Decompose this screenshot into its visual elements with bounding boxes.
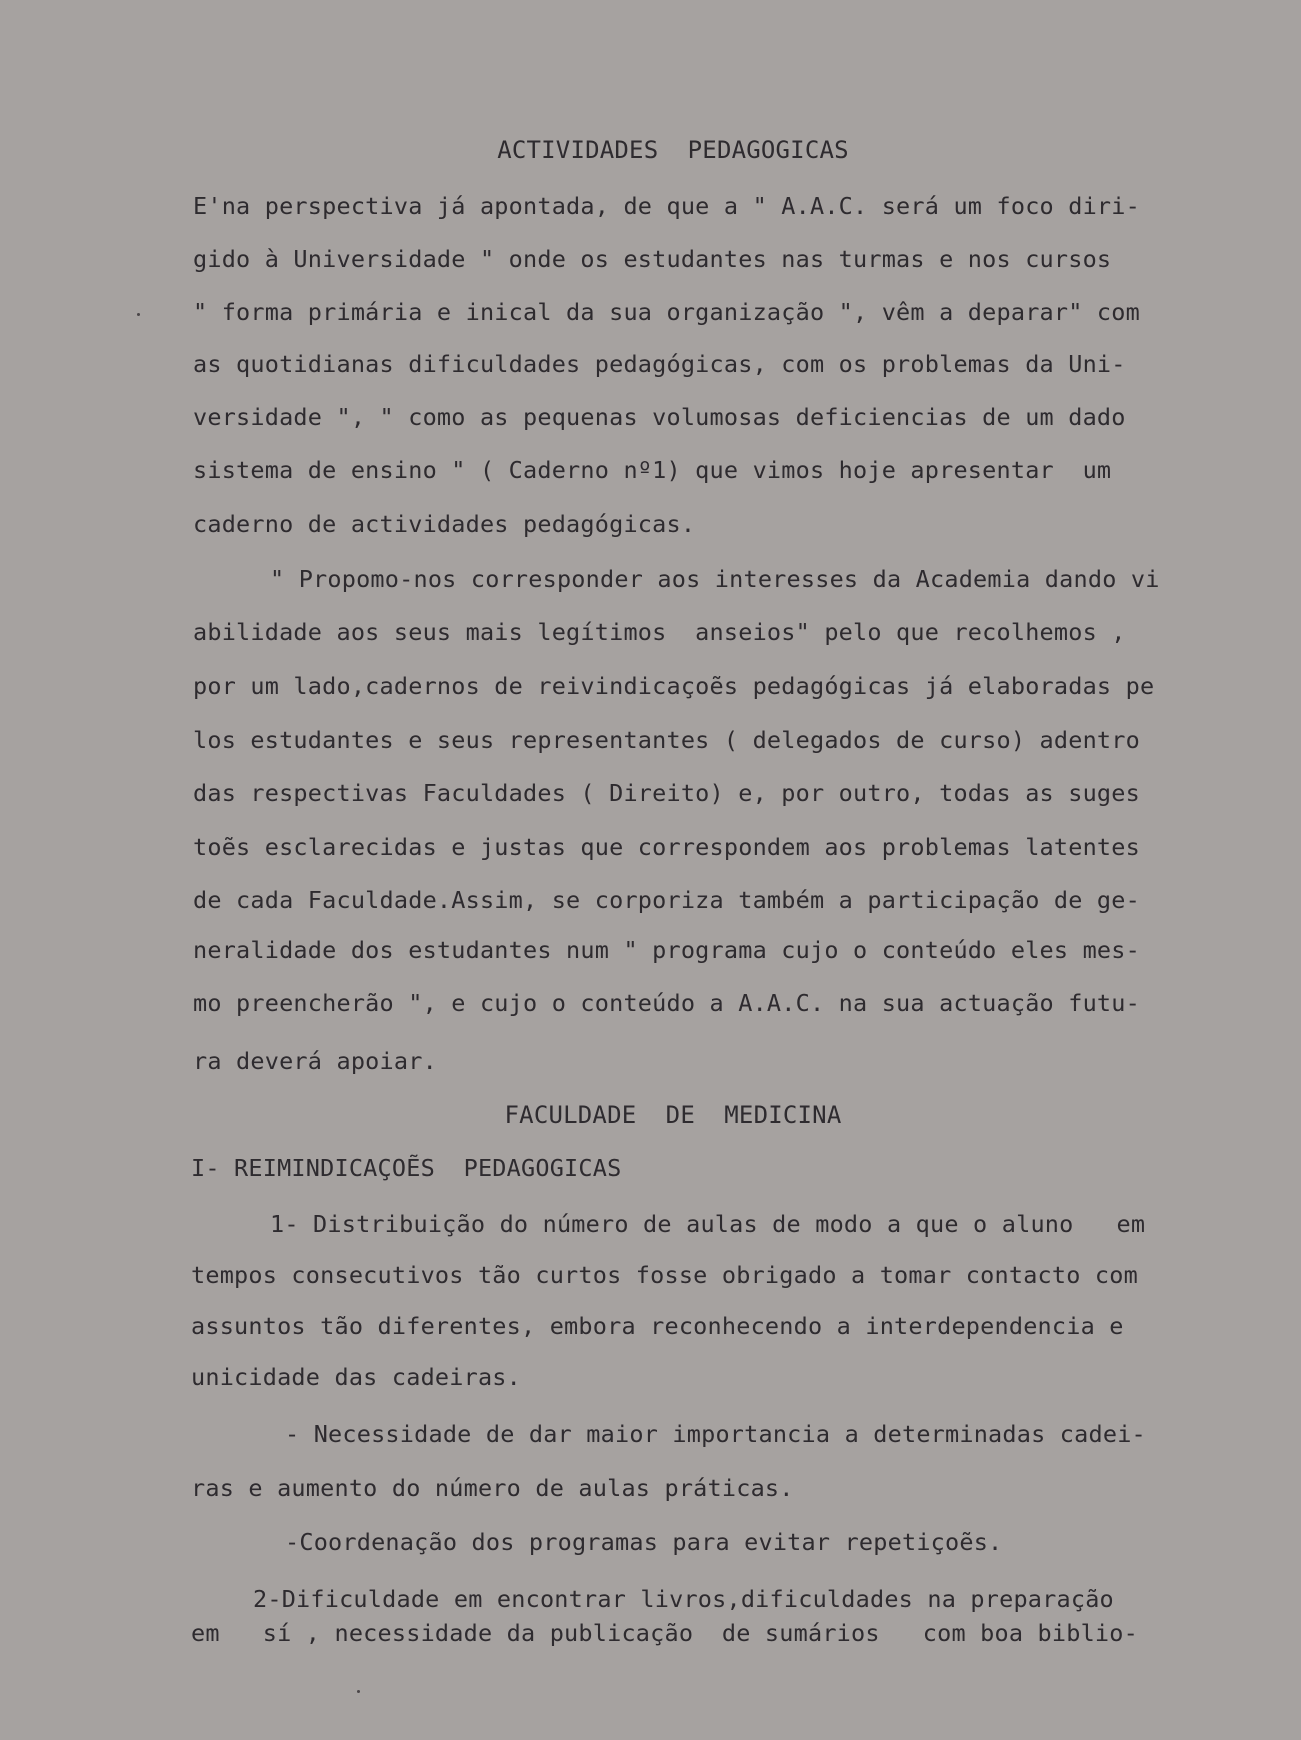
paragraph-line: ra deverá apoiar.	[193, 1047, 437, 1075]
item-line: em sí , necessidade da publicação de sumários com boa biblio-	[191, 1619, 1138, 1647]
item-line: 1- Distribuição do número de aulas de modo a que o aluno em	[270, 1210, 1146, 1238]
intro-line: versidade ", " como as pequenas volumosas deficiencias de um dado	[193, 403, 1126, 431]
paragraph-line: " Propomo-nos corresponder aos interesses da Academia dando vi	[270, 565, 1160, 593]
item-line: unicidade das cadeiras.	[191, 1363, 522, 1391]
intro-line: as quotidianas dificuldades pedagógicas, com os problemas da Uni-	[193, 350, 1126, 378]
intro-line: sistema de ensino " ( Caderno nº1) que vimos hoje apresentar um	[193, 456, 1112, 484]
paper-speck	[137, 313, 140, 316]
section-heading: FACULDADE DE MEDICINA	[504, 1101, 842, 1129]
item-line: - Necessidade de dar maior importancia a determinadas cadei-	[285, 1420, 1146, 1448]
paragraph-line: abilidade aos seus mais legítimos anseios" pelo que recolhemos ,	[193, 618, 1126, 646]
intro-line: caderno de actividades pedagógicas.	[193, 510, 696, 538]
paragraph-line: neralidade dos estudantes num " programa cujo o conteúdo eles mes-	[193, 936, 1140, 964]
item-line: tempos consecutivos tão curtos fosse obrigado a tomar contacto com	[191, 1261, 1138, 1289]
item-line: assuntos tão diferentes, embora reconhecendo a interdependencia e	[191, 1312, 1124, 1340]
intro-line: " forma primária e inical da sua organização ", vêm a deparar" com	[193, 298, 1140, 326]
intro-line: gido à Universidade " onde os estudantes nas turmas e nos cursos	[193, 245, 1112, 273]
paragraph-line: mo preencherão ", e cujo o conteúdo a A.A.C. na sua actuação futu-	[193, 989, 1140, 1017]
paragraph-line: por um lado,cadernos de reivindicaçoẽs pedagógicas já elaboradas pe	[193, 672, 1155, 700]
paper-speck	[357, 1690, 360, 1693]
subsection-heading: I- REIMINDICAÇOẼS PEDAGOGICAS	[191, 1154, 622, 1182]
paragraph-line: de cada Faculdade.Assim, se corporiza também a participação de ge-	[193, 886, 1140, 914]
item-line: ras e aumento do número de aulas práticas.	[191, 1474, 794, 1502]
paragraph-line: los estudantes e seus representantes ( delegados de curso) adentro	[193, 726, 1140, 754]
document-title: ACTIVIDADES PEDAGOGICAS	[497, 136, 849, 164]
paragraph-line: das respectivas Faculdades ( Direito) e, por outro, todas as suges	[193, 779, 1140, 807]
intro-line: E'na perspectiva já apontada, de que a " A.A.C. será um foco diri-	[193, 192, 1140, 220]
paragraph-line: toẽs esclarecidas e justas que correspondem aos problemas latentes	[193, 833, 1140, 861]
item-line: -Coordenação dos programas para evitar repetiçoẽs.	[285, 1528, 1003, 1556]
item-line: 2-Dificuldade em encontrar livros,dificuldades na preparação	[253, 1585, 1114, 1613]
